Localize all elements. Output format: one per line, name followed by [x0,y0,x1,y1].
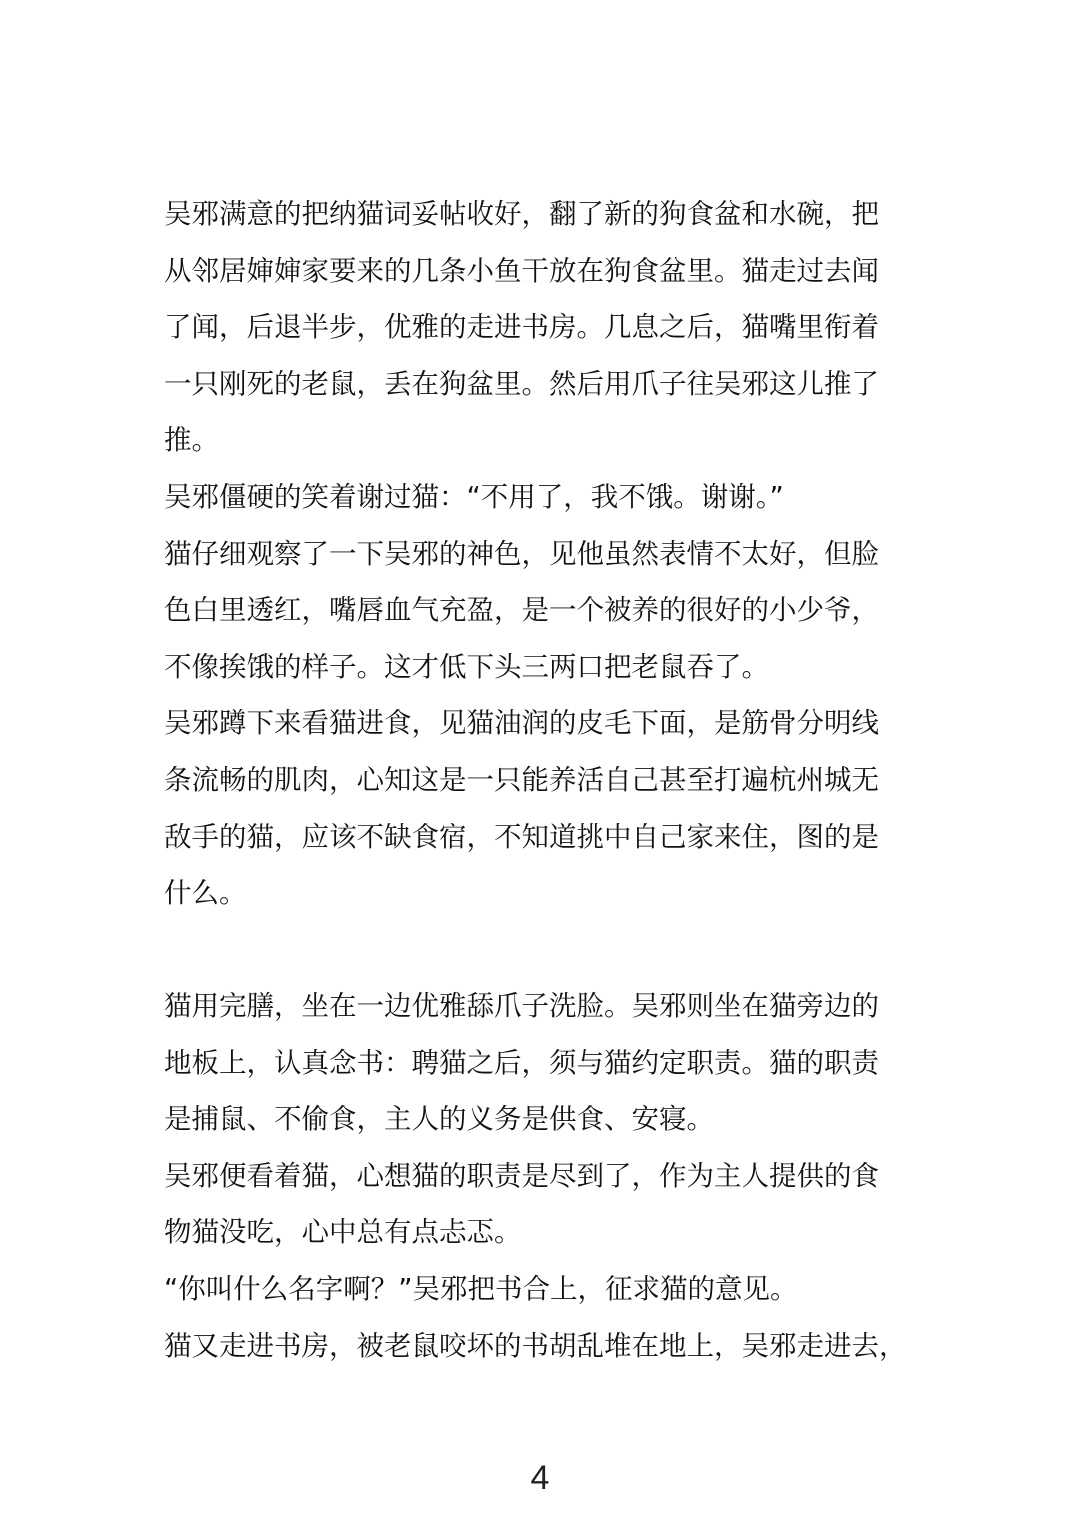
text-block-upper [164,186,924,922]
text-line: 不像挨饿的样子。这才低下头三两口把老鼠吞了。 [164,650,769,683]
text-line: 一只刚死的老鼠，丢在狗盆里。然后用爪子往吴邪这儿推了 [164,367,879,400]
text-line: 吴邪僵硬的笑着谢过猫：“不用了，我不饿。谢谢。” [164,480,784,513]
text-line: 了闻，后退半步，优雅的走进书房。几息之后，猫嘴里衔着 [164,311,879,344]
text-line: 猫用完膳，坐在一边优雅舔爪子洗脸。吴邪则坐在猫旁边的 [164,990,879,1022]
text-line: 推。 [164,424,219,457]
text-line: 从邻居婶婶家要来的几条小鱼干放在狗食盆里。猫走过去闻 [164,254,879,287]
text-block-lower [164,978,924,1374]
text-line: 敌手的猫，应该不缺食宿，不知道挑中自己家来住，图的是 [164,820,879,853]
text-line: 物猫没吃，心中总有点忐忑。 [164,1216,522,1249]
text-line: 色白里透红，嘴唇血气充盈，是一个被养的很好的小少爷， [164,594,879,627]
page-number: 4 [530,1459,550,1497]
text-line: 猫又走进书房，被老鼠咬坏的书胡乱堆在地上，吴邪走进去， [164,1329,907,1362]
text-line: 什么。 [164,877,247,910]
text-line: 猫仔细观察了一下吴邪的神色，见他虽然表情不太好，但脸 [164,537,879,570]
text-line: 地板上，认真念书：聘猫之后，须与猫约定职责。猫的职责 [164,1046,879,1079]
text-line: “你叫什么名字啊？”吴邪把书合上，征求猫的意见。 [164,1272,798,1305]
text-line: 条流畅的肌肉，心知这是一只能养活自己甚至打遍杭州城无 [164,763,879,796]
text-line: 吴邪满意的把纳猫词妥帖收好，翻了新的狗食盆和水碗，把 [164,198,879,230]
text-line: 是捕鼠、不偷食，主人的义务是供食、安寝。 [164,1103,714,1136]
text-line: 吴邪蹲下来看猫进食，见猫油润的皮毛下面，是筋骨分明线 [164,707,879,740]
text-line: 吴邪便看着猫，心想猫的职责是尽到了，作为主人提供的食 [164,1159,879,1192]
